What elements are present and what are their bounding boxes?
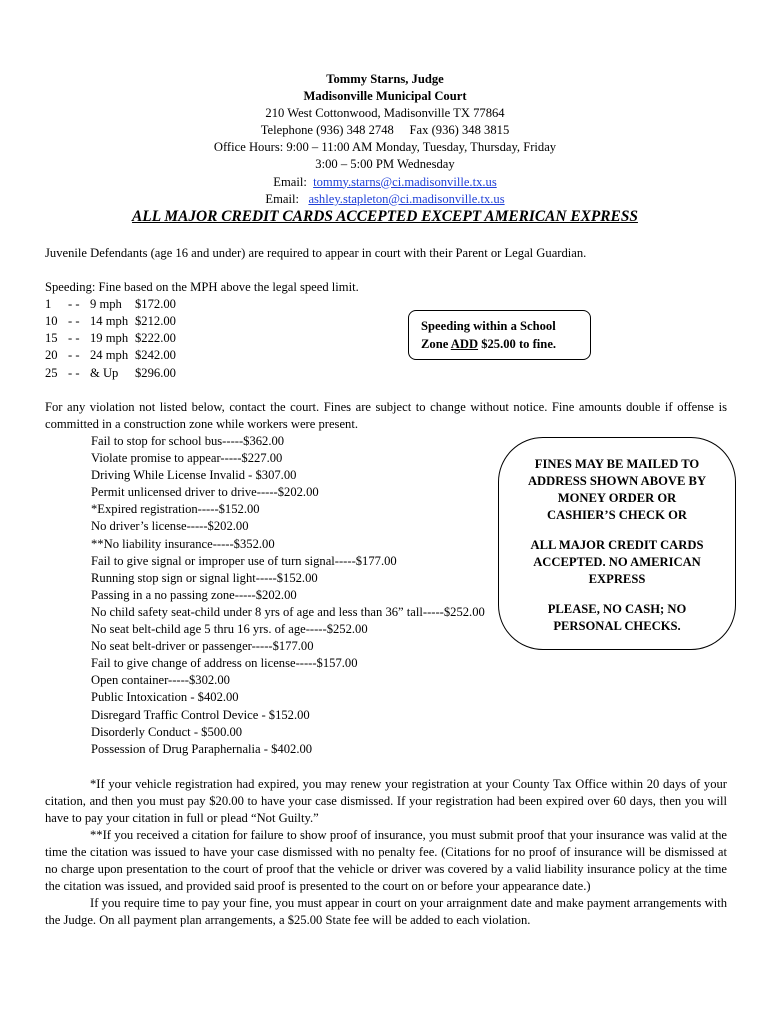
list-item: No seat belt-driver or passenger-----$177.00 [91, 639, 314, 654]
list-item: Fail to stop for school bus-----$362.00 [91, 434, 285, 448]
list-item: Public Intoxication - $402.00 [91, 690, 239, 705]
office-hours-wednesday: 3:00 – 5:00 PM Wednesday [315, 157, 455, 172]
list-item: Disregard Traffic Control Device - $152.00 [91, 707, 310, 722]
list-item: Fail to give signal or improper use of turn signal-----$177.00 [91, 553, 397, 568]
speed-to: 19 mph [90, 331, 129, 345]
list-item: No seat belt-child age 5 thru 16 yrs. of age-----$252.00 [91, 622, 368, 637]
list-item: Violate promise to appear-----$227.00 [91, 451, 283, 466]
list-item: Possession of Drug Paraphernalia - $402.00 [91, 741, 313, 756]
school-zone-add: ADD [450, 337, 479, 351]
office-hours: Office Hours: 9:00 – 11:00 AM Monday, Tuesday, Thursday, Friday [213, 140, 557, 155]
email-link-clerk[interactable]: ashley.stapleton@ci.madisonville.tx.us [308, 191, 505, 206]
speed-fine: $296.00 [135, 366, 176, 380]
payment-line: MONEY ORDER OR [557, 491, 677, 505]
payment-line: FINES MAY BE MAILED TO [534, 457, 700, 471]
list-item: Disorderly Conduct - $500.00 [91, 724, 243, 739]
payment-line: PLEASE, NO CASH; NO [547, 602, 687, 616]
list-item: Running stop sign or signal light-----$152.00 [91, 570, 318, 585]
list-item: Open container-----$302.00 [91, 673, 230, 688]
credit-card-banner: ALL MAJOR CREDIT CARDS ACCEPTED EXCEPT AMERICAN EXPRESS [132, 208, 638, 225]
insurance-note: **If you received a citation for failure to show proof of insurance, you must submit proof that your insurance was valid at the time the citation was issued to have your case dismissed with no penalty fee. (Citations for no proof of insurance will be dismissed at no charge upon presentation to the court of proof that the vehicle or driver was covered by a valid liability insurance policy at the time the citation was issued, and provided said proof is presented to the court on or before your appearance date.) [45, 828, 727, 894]
violations-list [91, 433, 485, 758]
court-address: 210 West Cottonwood, Madisonville TX 77864 [265, 106, 505, 121]
list-item: Passing in a no passing zone-----$202.00 [91, 587, 297, 602]
list-item: No child safety seat-child under 8 yrs of age and less than 36” tall-----$252.00 [91, 604, 485, 619]
list-item: Permit unlicensed driver to drive-----$202.00 [91, 485, 319, 500]
speed-fine: $212.00 [135, 314, 176, 328]
payment-line: PERSONAL CHECKS. [553, 619, 681, 633]
juvenile-notice: Juvenile Defendants (age 16 and under) are required to appear in court with their Parent or Legal Guardian. [45, 246, 587, 260]
speed-sep: - - [68, 314, 80, 328]
speed-to: & Up [90, 366, 119, 380]
speed-fine: $242.00 [135, 348, 176, 362]
speed-sep: - - [68, 297, 80, 311]
school-zone-box [408, 310, 591, 360]
speed-from: 10 [45, 314, 58, 328]
speed-fine: $222.00 [135, 331, 176, 345]
email-label-2: Email: [265, 191, 299, 206]
payment-line: ACCEPTED. NO AMERICAN [533, 555, 701, 569]
school-zone-line-2 [421, 336, 556, 353]
payment-line: ALL MAJOR CREDIT CARDS [530, 538, 704, 552]
speed-to: 9 mph [90, 297, 122, 311]
speed-fine: $172.00 [135, 297, 176, 311]
violations-intro: For any violation not listed below, contact the court. Fines are subject to change without notice. Fine amounts double if offense is committed in a construction zone while workers were present. [45, 400, 727, 432]
email-line-1 [0, 174, 770, 191]
speed-from: 25 [45, 366, 58, 380]
list-item: No driver’s license-----$202.00 [91, 519, 249, 534]
speed-from: 15 [45, 331, 58, 345]
list-item: Driving While License Invalid - $307.00 [91, 468, 297, 483]
school-zone-prefix: Zone [421, 337, 451, 351]
payment-line: ADDRESS SHOWN ABOVE BY [527, 474, 707, 488]
court-header [0, 71, 770, 208]
school-zone-line-1: Speeding within a School [421, 319, 556, 333]
list-item: *Expired registration-----$152.00 [91, 502, 260, 517]
payment-plan-note: If you require time to pay your fine, you must appear in court on your arraignment date and make payment arrangements with the Judge. On all payment plan arrangements, a $25.00 State fee will be added to each violation. [45, 896, 727, 928]
judge-name: Tommy Starns, Judge [326, 72, 444, 86]
registration-note: *If your vehicle registration had expired, you may renew your registration at your County Tax Office within 20 days of your citation, and then you must pay $20.00 to have your case dismissed. If your registration had been expired over 60 days, then you will have to pay your citation in full or plead “Not Guilty.” [45, 777, 727, 826]
speed-to: 24 mph [90, 348, 129, 362]
school-zone-suffix: $25.00 to fine. [478, 337, 557, 351]
email-label-1: Email: [273, 174, 307, 189]
payment-line: CASHIER’S CHECK OR [547, 508, 687, 522]
email-link-judge[interactable]: tommy.starns@ci.madisonville.tx.us [313, 174, 497, 189]
speed-sep: - - [68, 366, 80, 380]
speed-sep: - - [68, 331, 80, 345]
speed-sep: - - [68, 348, 80, 362]
speeding-intro: Speeding: Fine based on the MPH above the legal speed limit. [45, 280, 359, 294]
speed-from: 1 [45, 297, 52, 311]
list-item: Fail to give change of address on license-----$157.00 [91, 656, 358, 671]
list-item: **No liability insurance-----$352.00 [91, 536, 275, 551]
court-phone-fax: Telephone (936) 348 2748 Fax (936) 348 3815 [260, 123, 510, 138]
payment-methods-box [498, 437, 736, 650]
payment-line: EXPRESS [588, 572, 646, 586]
speed-from: 20 [45, 348, 58, 362]
court-name: Madisonville Municipal Court [303, 89, 467, 104]
email-line-2 [0, 191, 770, 208]
speed-to: 14 mph [90, 314, 129, 328]
